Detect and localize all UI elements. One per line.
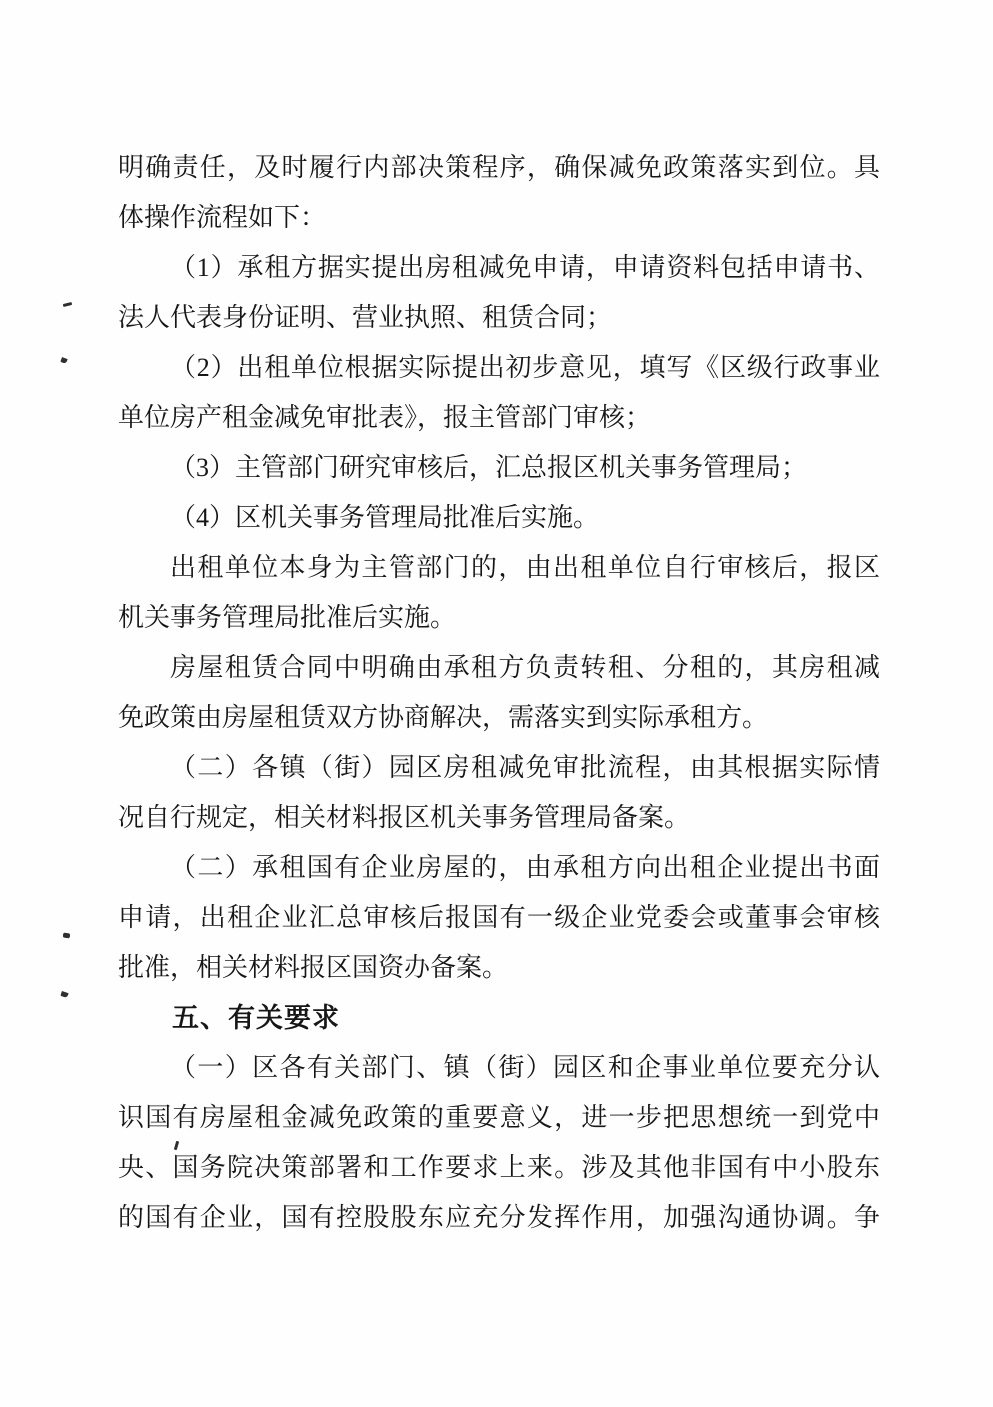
- text-line: （二）承租国有企业房屋的，由承租方向出租企业提出书面: [170, 853, 880, 882]
- text-line: （1）承租方据实提出房租减免申请，申请资料包括申请书、: [170, 253, 880, 282]
- text-line: （3）主管部门研究审核后，汇总报区机关事务管理局；: [170, 453, 808, 482]
- text-line: 的国有企业，国有控股股东应充分发挥作用，加强沟通协调。争: [118, 1203, 880, 1232]
- text-line: 机关事务管理局批准后实施。: [118, 603, 457, 632]
- text-line: 体操作流程如下：: [118, 203, 327, 232]
- ink-speck: [60, 357, 67, 364]
- text-line: 况自行规定，相关材料报区机关事务管理局备案。: [118, 803, 691, 832]
- text-line: 识国有房屋租金减免政策的重要意义，进一步把思想统一到党中: [118, 1103, 880, 1132]
- text-line: （4）区机关事务管理局批准后实施。: [170, 503, 600, 532]
- text-line: 申请，出租企业汇总审核后报国有一级企业党委会或董事会审核: [118, 903, 880, 932]
- ink-speck: [63, 933, 71, 939]
- document-text-block: [118, 143, 880, 1243]
- text-line: 出租单位本身为主管部门的，由出租单位自行审核后，报区: [170, 553, 880, 582]
- ink-speck: [63, 302, 72, 307]
- section-heading: 五、有关要求: [172, 1003, 340, 1033]
- text-line: 法人代表身份证明、营业执照、租赁合同；: [118, 303, 613, 332]
- text-line: 房屋租赁合同中明确由承租方负责转租、分租的，其房租减: [170, 653, 880, 682]
- text-line: （2）出租单位根据实际提出初步意见，填写《区级行政事业: [170, 353, 880, 382]
- text-line: 央、国务院决策部署和工作要求上来。涉及其他非国有中小股东: [118, 1153, 880, 1182]
- text-line: 单位房产租金减免审批表》，报主管部门审核；: [118, 403, 652, 432]
- text-line: 明确责任，及时履行内部决策程序，确保减免政策落实到位。具: [118, 153, 880, 182]
- text-line: （一）区各有关部门、镇（街）园区和企事业单位要充分认: [170, 1053, 880, 1082]
- text-line: （二）各镇（街）园区房租减免审批流程，由其根据实际情: [170, 753, 880, 782]
- ink-speck: [60, 991, 68, 998]
- text-line: 批准，相关材料报区国资办备案。: [118, 953, 509, 982]
- text-line: 免政策由房屋租赁双方协商解决，需落实到实际承租方。: [118, 703, 769, 732]
